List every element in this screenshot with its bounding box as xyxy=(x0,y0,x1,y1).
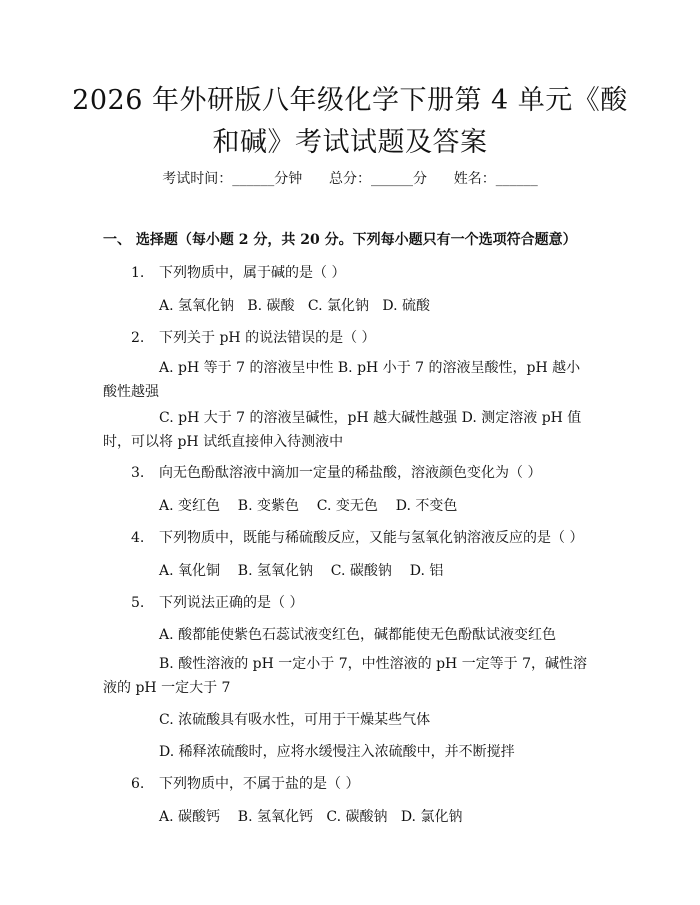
question-5 xyxy=(131,592,303,612)
question-stem: 下列说法正确的是（ ） xyxy=(159,595,304,611)
question-5-option-b: B. 酸性溶液的 pH 一定小于 7，中性溶液的 pH 一定等于 7，碱性溶液的 pH 一定大于 7 xyxy=(103,656,588,696)
question-4-options: A. 氧化铜 B. 氢氧化钠 C. 碳酸钠 D. 铝 xyxy=(159,563,444,579)
question-3-options: A. 变红色 B. 变紫色 C. 变无色 D. 不变色 xyxy=(159,498,458,514)
section-heading-choice: 一、 选择题（每小题 2 分，共 20 分。下列每小题只有一个选项符合题意） xyxy=(103,232,577,248)
question-stem: 下列物质中，既能与稀硫酸反应，又能与氢氧化钠溶液反应的是（ ） xyxy=(159,530,584,546)
question-number: 4. xyxy=(131,530,145,546)
exam-time-field: 考试时间：______分钟 xyxy=(162,171,303,187)
question-number: 3. xyxy=(131,465,145,481)
question-number: 6. xyxy=(131,776,145,792)
student-name-field: 姓名：______ xyxy=(453,171,538,187)
question-5-option-a: A. 酸都能使紫色石蕊试液变红色，碱都能使无色酚酞试液变红色 xyxy=(159,627,557,643)
question-stem: 下列关于 pH 的说法错误的是（ ） xyxy=(159,330,376,346)
question-number: 5. xyxy=(131,595,145,611)
question-2 xyxy=(131,327,376,347)
exam-meta xyxy=(0,168,700,188)
question-5-option-d: D. 稀释浓硫酸时，应将水缓慢注入浓硫酸中，并不断搅拌 xyxy=(159,744,515,760)
question-2-options-cd: C. pH 大于 7 的溶液呈碱性，pH 越大碱性越强 D. 测定溶液 pH 值时，可以将 pH 试纸直接伸入待测液中 xyxy=(103,410,582,450)
exam-title-line1: 2026 年外研版八年级化学下册第 4 单元《酸 xyxy=(72,85,628,116)
question-2-options-ab: A. pH 等于 7 的溶液呈中性 B. pH 小于 7 的溶液呈酸性，pH 越小酸性越强 xyxy=(103,360,581,400)
question-stem: 下列物质中，不属于盐的是（ ） xyxy=(159,776,360,792)
question-5-option-c: C. 浓硫酸具有吸水性，可用于干燥某些气体 xyxy=(159,712,431,728)
question-6 xyxy=(131,773,359,793)
question-1-options: A. 氢氧化钠 B. 碳酸 C. 氯化钠 D. 硫酸 xyxy=(159,298,430,314)
question-4 xyxy=(131,527,583,547)
question-stem: 下列物质中，属于碱的是（ ） xyxy=(159,265,346,281)
total-score-field: 总分：______分 xyxy=(329,171,427,187)
question-6-options: A. 碳酸钙 B. 氢氧化钙 C. 碳酸钠 D. 氯化钠 xyxy=(159,809,463,825)
question-3 xyxy=(131,462,541,482)
question-number: 2. xyxy=(131,330,145,346)
exam-title-line2: 和碱》考试试题及答案 xyxy=(212,127,488,158)
question-number: 1. xyxy=(131,265,145,281)
question-stem: 向无色酚酞溶液中滴加一定量的稀盐酸，溶液颜色变化为（ ） xyxy=(159,465,542,481)
question-1 xyxy=(131,262,345,282)
